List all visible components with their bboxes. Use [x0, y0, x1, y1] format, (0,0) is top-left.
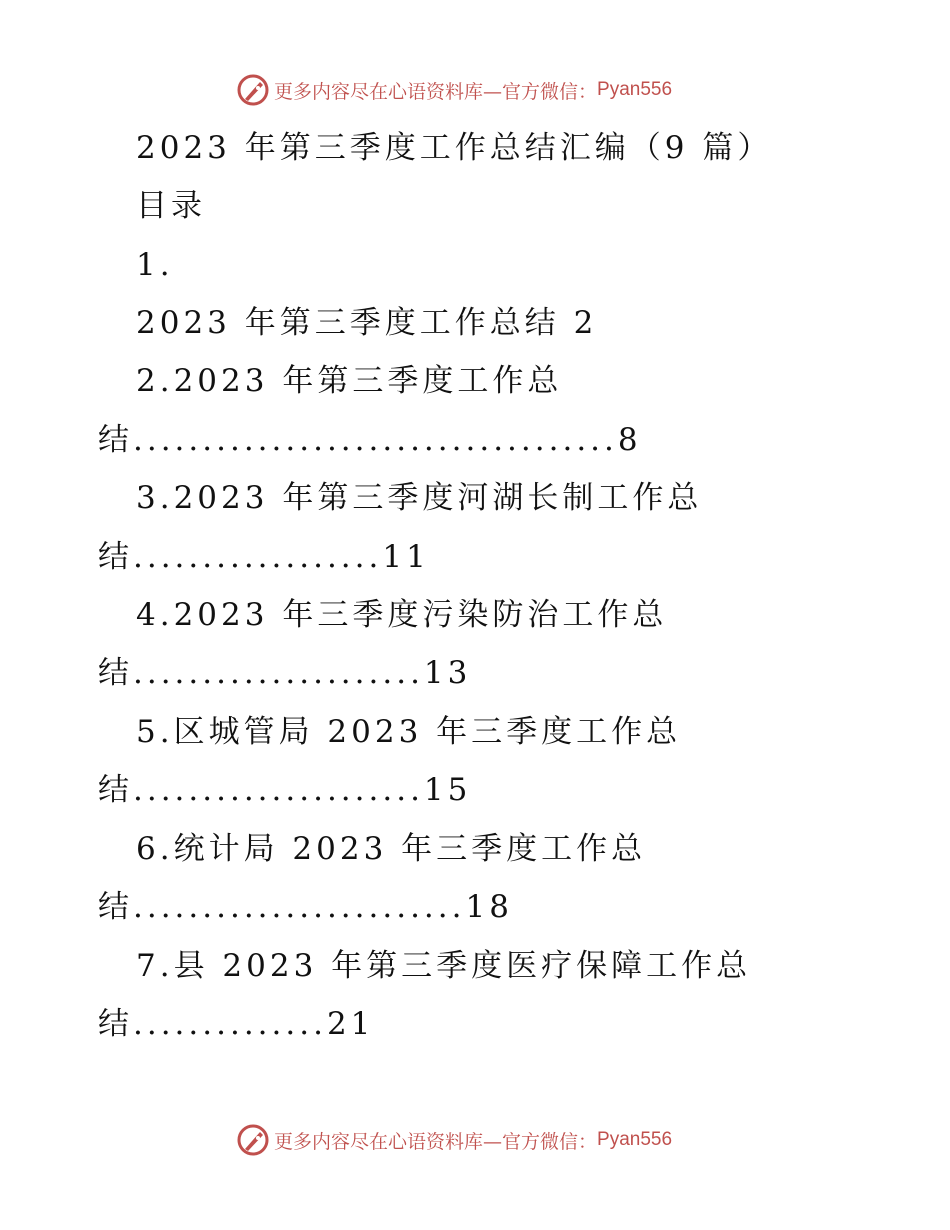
toc-entry-4-line1: 4.2023 年三季度污染防治工作总	[136, 597, 668, 633]
toc-entry-7-line2: 结..............21	[98, 1006, 375, 1042]
watermark-text: 更多内容尽在心语资料库—官方微信：	[274, 1130, 598, 1153]
document-title: 2023 年第三季度工作总结汇编（9 篇）	[136, 130, 773, 166]
toc-entry-4-line2: 结.....................13	[98, 655, 472, 691]
toc-heading: 目录	[136, 188, 206, 224]
toc-entry-2-line2: 结...................................8	[98, 422, 642, 458]
watermark-handle: Pyan556	[597, 79, 673, 100]
watermark-footer	[236, 1122, 672, 1158]
toc-entry-6-line2: 结........................18	[98, 889, 513, 925]
watermark-handle: Pyan556	[597, 1129, 673, 1150]
watermark-text: 更多内容尽在心语资料库—官方微信：	[274, 80, 598, 103]
toc-entry-5-line1: 5.区城管局 2023 年三季度工作总	[136, 714, 682, 750]
watermark-header	[236, 72, 672, 108]
toc-entry-3-line2: 结..................11	[98, 539, 430, 575]
pen-logo-icon	[236, 1123, 270, 1157]
toc-entry-1-line2: 2023 年第三季度工作总结 2	[136, 305, 598, 341]
toc-entry-3-line1: 3.2023 年第三季度河湖长制工作总	[136, 480, 703, 516]
toc-entry-5-line2: 结.....................15	[98, 772, 472, 808]
toc-entry-6-line1: 6.统计局 2023 年三季度工作总	[136, 831, 647, 867]
toc-entry-1-line1: 1.	[136, 247, 174, 283]
pen-logo-icon	[236, 73, 270, 107]
toc-entry-2-line1: 2.2023 年第三季度工作总	[136, 363, 563, 399]
toc-entry-7-line1: 7.县 2023 年第三季度医疗保障工作总	[136, 948, 752, 984]
